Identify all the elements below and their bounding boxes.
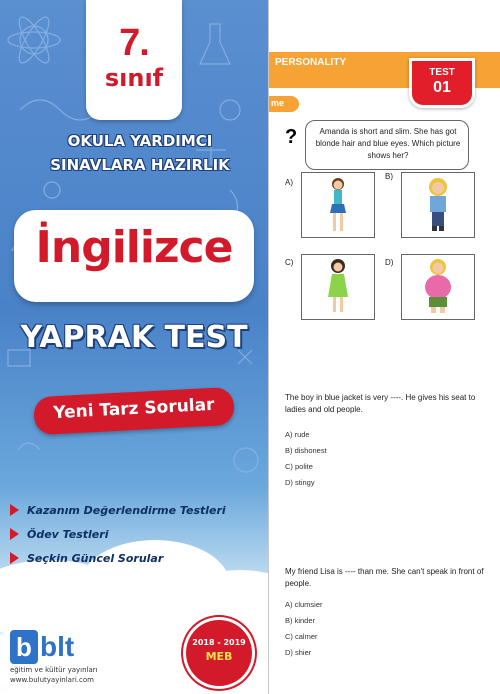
- logo-tagline: eğitim ve kültür yayınları: [10, 666, 98, 674]
- bullet-triangle-icon: [10, 528, 19, 540]
- option-label: A): [285, 178, 293, 187]
- title-box: [14, 210, 254, 302]
- option-picture-a: [301, 172, 375, 238]
- bullet-triangle-icon: [10, 552, 19, 564]
- feature-text: Ödev Testleri: [27, 527, 109, 541]
- test-label: TEST: [429, 67, 455, 78]
- logo-wordmark: blt: [40, 631, 75, 662]
- feature-item: [10, 522, 240, 546]
- question-text: The boy in blue jacket is very ----. He gives his seat to ladies and old people.: [285, 393, 476, 414]
- answer-option[interactable]: D) shier: [285, 648, 312, 657]
- feature-list: [10, 498, 240, 570]
- sample-test-page: [268, 0, 500, 694]
- option-label: B): [385, 172, 393, 181]
- grade-word: sınıf: [104, 64, 164, 92]
- answer-option[interactable]: C) calmer: [285, 632, 318, 641]
- ribbon-text: Yeni Tarz Sorular: [52, 394, 215, 424]
- answer-option[interactable]: B) kinder: [285, 616, 316, 625]
- feature-text: Kazanım Değerlendirme Testleri: [27, 503, 226, 517]
- test-tag: [409, 58, 475, 108]
- feature-item: [10, 498, 240, 522]
- option-label: D): [385, 258, 394, 267]
- logo-letter: b: [10, 630, 38, 664]
- option-label: C): [285, 258, 294, 267]
- bullet-triangle-icon: [10, 504, 19, 516]
- grade-number: 7.: [119, 22, 149, 64]
- sub-header-label: me: [271, 98, 285, 108]
- option-picture-d: [401, 254, 475, 320]
- book-title: İngilizce: [35, 222, 233, 273]
- subtitle-line-1: OKULA YARDIMCI: [67, 132, 213, 150]
- meb-badge: [186, 620, 252, 686]
- feature-text: Seçkin Güncel Sorular: [27, 551, 164, 565]
- question-text: My friend Lisa is ---- than me. She can't speak in front of people.: [285, 567, 484, 588]
- grade-tab: [86, 0, 182, 120]
- speech-bubble: [305, 120, 469, 170]
- subtitle-line-2: SINAVLARA HAZIRLIK: [50, 156, 230, 174]
- test-number: 01: [433, 79, 451, 96]
- girl-figure-icon: [302, 173, 374, 237]
- answer-option[interactable]: A) clumsier: [285, 600, 323, 609]
- publisher-logo: [6, 630, 126, 690]
- feature-item: [10, 546, 240, 570]
- answer-option[interactable]: A) rude: [285, 430, 310, 439]
- badge-years: 2018 - 2019: [192, 638, 246, 647]
- question-mark-icon: ?: [285, 126, 298, 148]
- answer-option[interactable]: D) stingy: [285, 478, 315, 487]
- option-picture-b: [401, 172, 475, 238]
- book-subtitle: YAPRAK TEST: [20, 320, 248, 355]
- answer-option[interactable]: B) dishonest: [285, 446, 327, 455]
- girl-figure-icon: [402, 255, 474, 319]
- publisher-url: www.bulutyayinlari.com: [10, 676, 94, 684]
- answer-option[interactable]: C) polite: [285, 462, 313, 471]
- question-text: Amanda is short and slim. She has got blonde hair and blue eyes. Which picture shows her?: [315, 127, 461, 160]
- option-picture-c: [301, 254, 375, 320]
- badge-org: MEB: [205, 650, 233, 663]
- girl-figure-icon: [302, 255, 374, 319]
- unit-name: PERSONALITY: [275, 57, 347, 68]
- girl-figure-icon: [402, 173, 474, 237]
